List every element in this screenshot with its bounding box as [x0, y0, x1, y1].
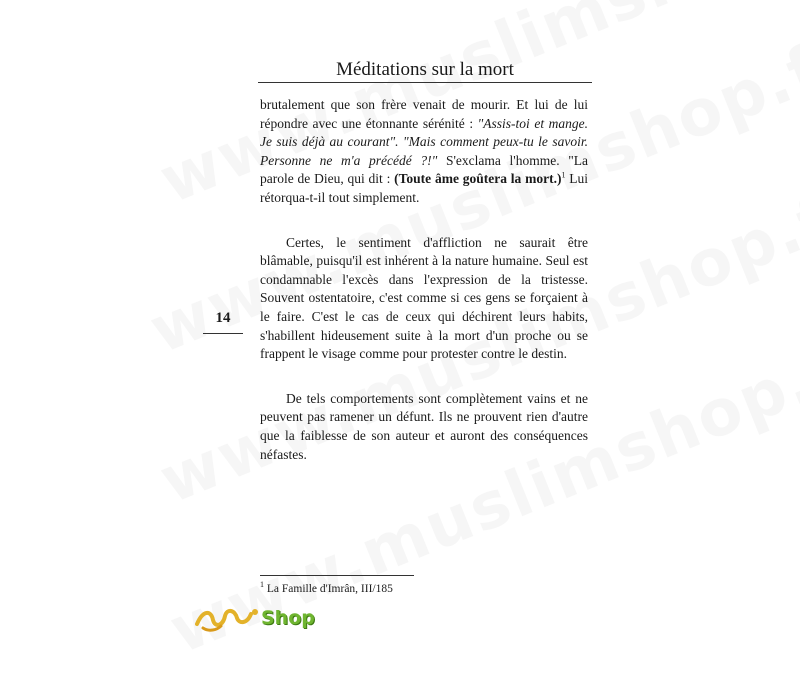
paragraph-1-text-2: S'exclama l'homme. "La parole de Dieu, qui dit : — [260, 152, 588, 187]
paragraph-1 — [260, 96, 588, 208]
running-header: Méditations sur la mort — [258, 60, 592, 83]
paragraph-3: De tels comportements sont complètement vains et ne peuvent pas ramener un défunt. Ils ne prouvent rien d'autre que la faiblesse de son auteur et auront des conséquences néfastes. — [260, 390, 588, 462]
page-number: 14 — [215, 310, 231, 326]
footnote-text: La Famille d'Imrân, III/185 — [266, 583, 393, 595]
paragraph-1-italic-quote: "Assis-toi et mange. Je suis déjà au courant". "Mais comment peux-tu le savoir. Personne ne m'a précédé ?!" — [260, 115, 588, 168]
logo-text: Shop — [261, 607, 315, 629]
paragraph-1-text-3: Lui rétorqua-t-il tout simplement. — [260, 171, 589, 205]
muslimshop-logo — [195, 598, 335, 638]
paragraph-1-text: brutalement que son frère venait de mourir. Et lui de lui répondre avec une étonnante sérénité : — [260, 97, 588, 131]
logo-swirl-icon — [195, 602, 265, 632]
paragraph-2: Certes, le sentiment d'affliction ne saurait être blâmable, puisqu'il est inhérent à la nature humaine. Seul est condamnable l'excès dans l'expression de la tristesse. Souvent ostentatoire, c'est comme si ces gens se forçaient à le faire. C'est le cas de ceux qui déchirent leurs habits, s'habillent hideusement suite à la mort d'un proche ou se frappent le visage comme pour protester contre le destin. — [260, 234, 588, 362]
quran-quote: (Toute âme goûtera la mort.) — [394, 171, 562, 187]
page-number-rule — [203, 333, 243, 334]
footnote-rule — [260, 575, 414, 576]
footnote-ref: 1 — [561, 170, 566, 180]
footnote-number: 1 — [260, 580, 264, 590]
footnote — [260, 582, 590, 596]
page-body — [260, 96, 588, 464]
